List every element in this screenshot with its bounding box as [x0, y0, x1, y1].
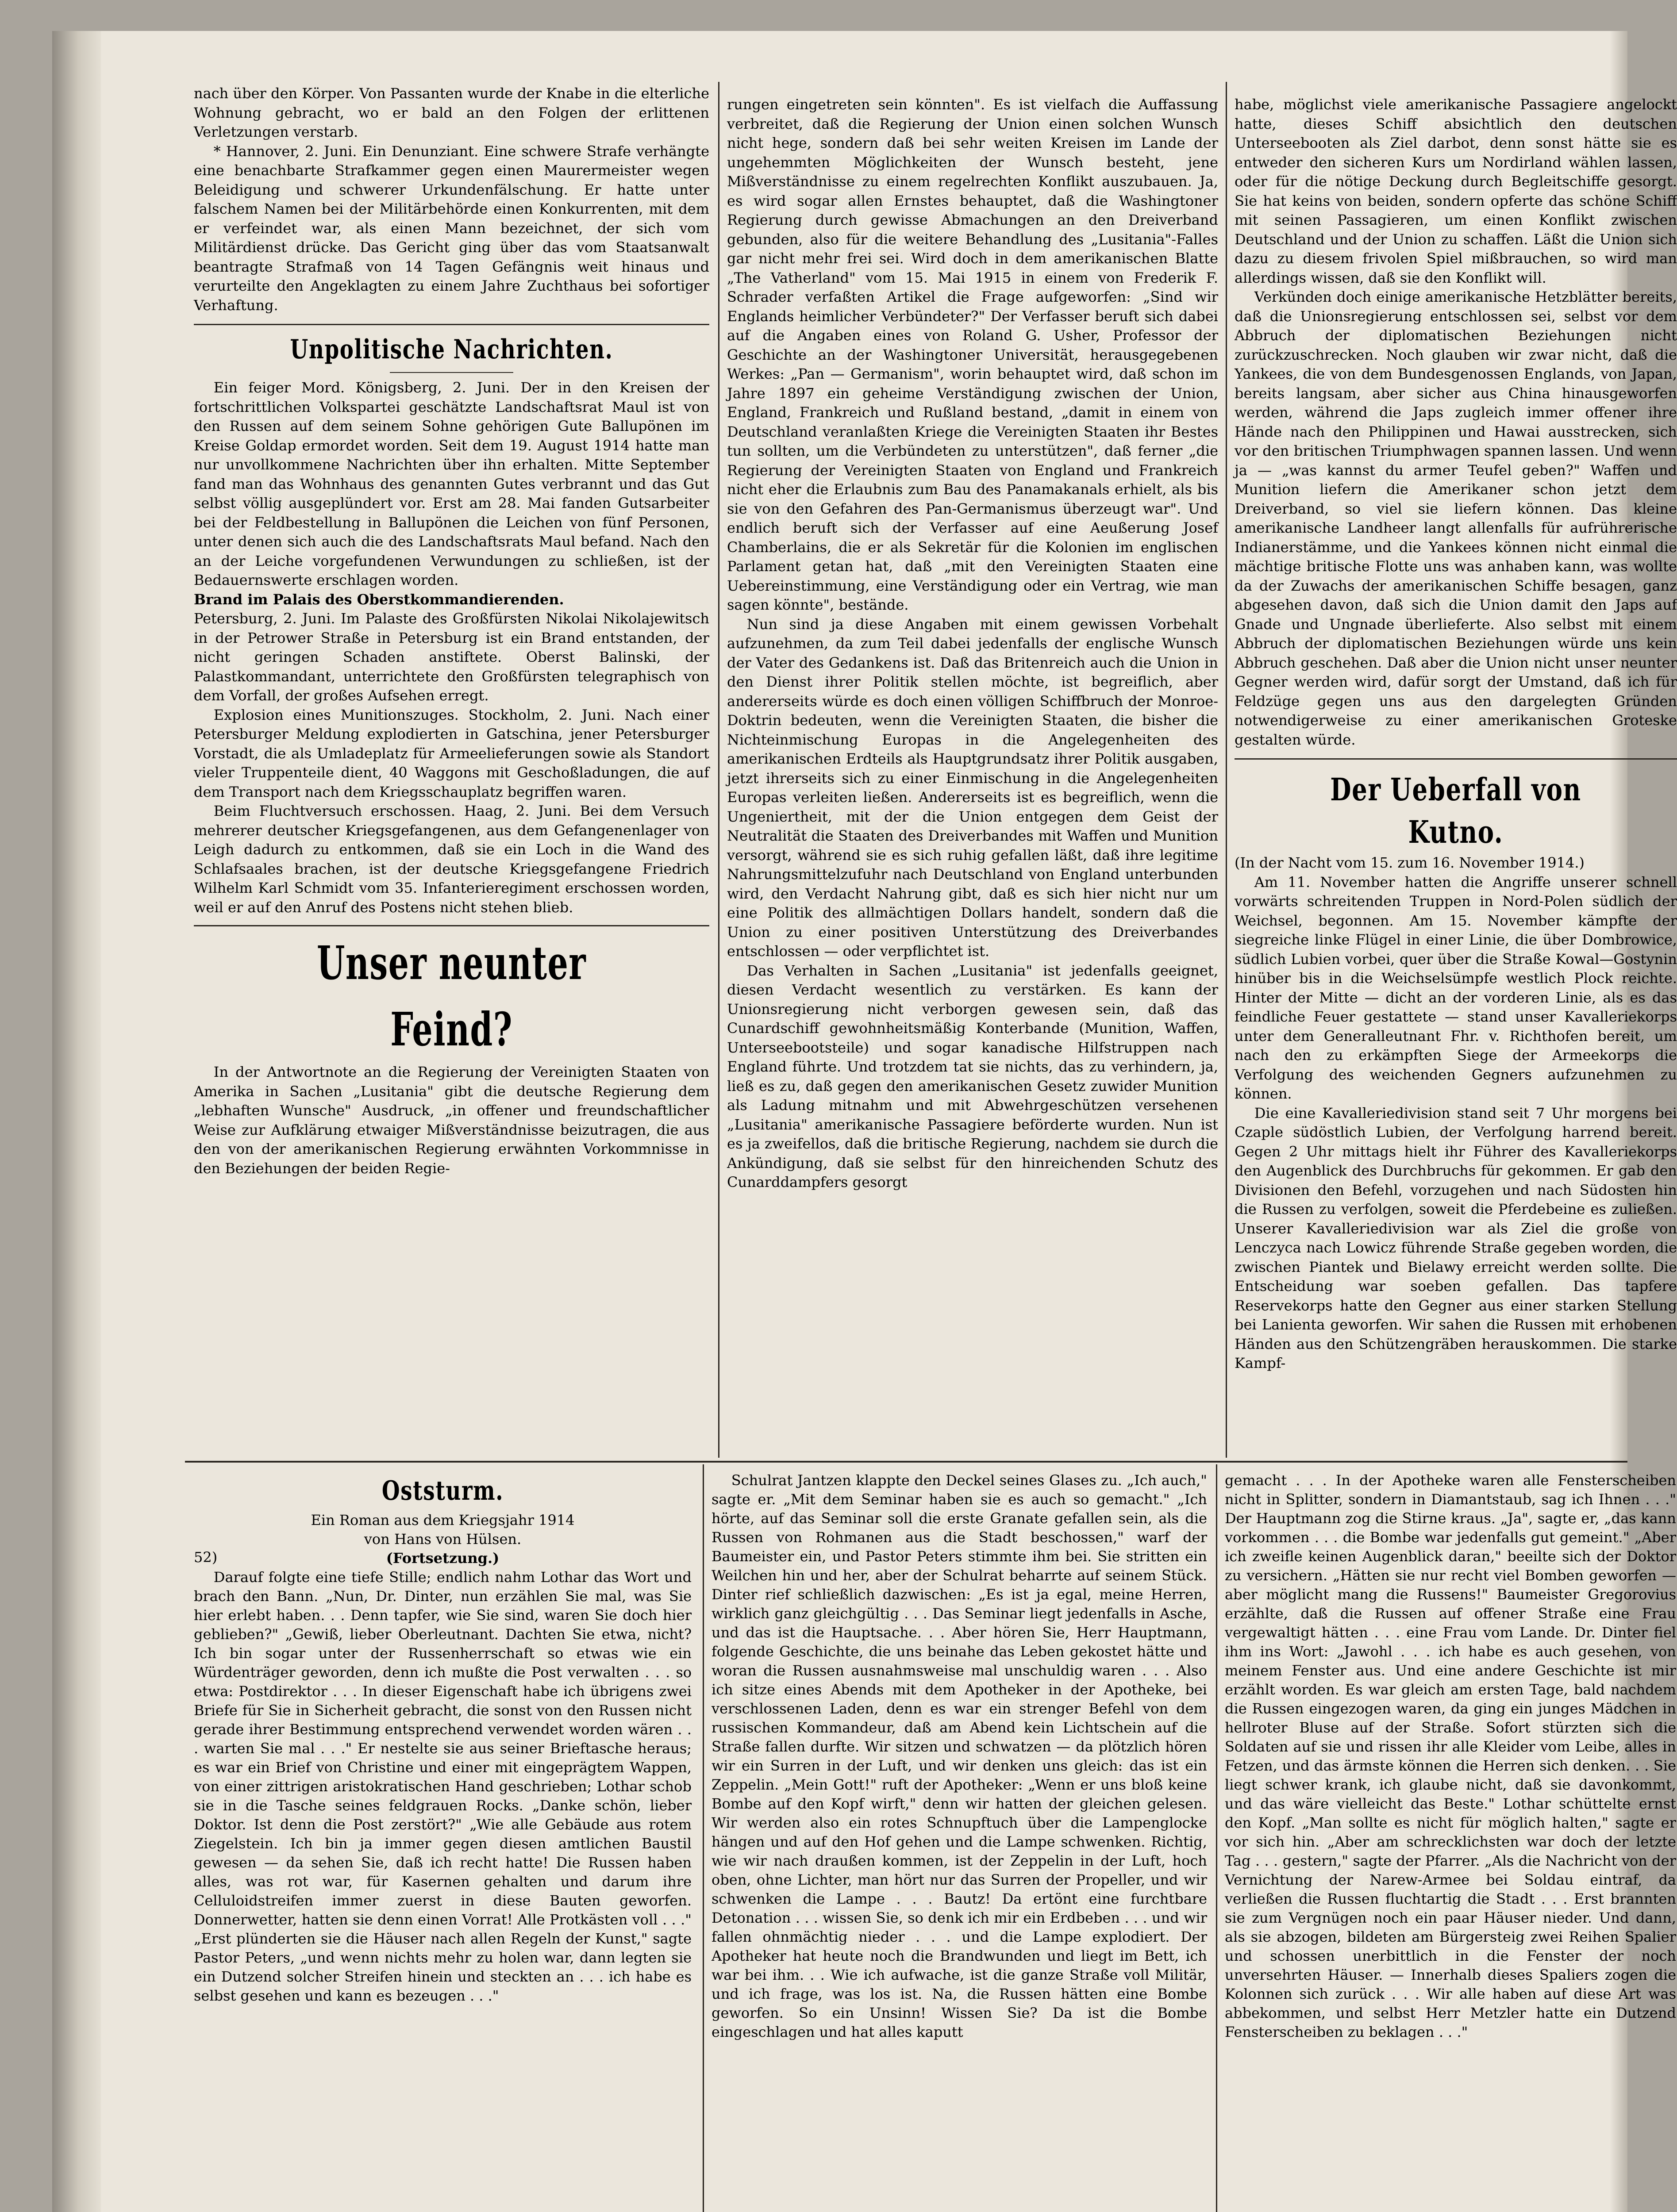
- article-subtitle: (In der Nacht vom 15. zum 16. November 1914.): [1235, 854, 1585, 871]
- paragraph: Darauf folgte eine tiefe Stille; endlich nahm Lothar das Wort und brach den Bann. „Nun, Dr. Dinter, nun erzählen Sie mal, was Sie hier erlebt haben. . . Denn tapfer, wie Sie sind, waren Sie doch hier geblieben?" „Gewiß, lieber Oberleutnant. Dachten Sie etwa, nicht? Ich bin sogar unter der Russenherrschaft so etwas wie ein Würdenträger geworden, denn ich mußte die Post verwalten . . . so etwa: Postdirektor . . . In dieser Eigenschaft habe ich übrigens zwei Briefe für Sie in Sicherheit gebracht, die sonst von den Russen nicht gerade ihrer Bestimmung entsprechend verwendet worden wären . . . warten Sie mal . . ." Er nestelte sie aus seiner Brieftasche heraus; es war ein Brief von Christine und einer mit eingeprägtem Wappen, von einer zittrigen aristokratischen Hand geschrieben; Lothar schob sie in die Tasche seines feldgrauen Rocks. „Danke schön, lieber Doktor. Ist denn die Post zerstört?" „Wie alle Gebäude aus rotem Ziegelstein. Ich bin ja immer gegen diesen amtlichen Baustil gewesen — da sehen Sie, daß ich recht hatte! Die Russen haben alles, was rot war, für Kasernen gehalten und darum ihre Celluloidstreifen immer zuerst in diese Bauten geworfen. Donnerwetter, hatten sie denn einen Vorrat! Alle Protkästen voll . . ." „Erst plünderten sie die Häuser nach allen Regeln der Kunst," sagte Pastor Peters, „und wenn nichts mehr zu holen war, dann legten sie ein Dutzend solcher Streifen hinein und steckten an . . . ich habe es selbst gesehen und kann es bezeugen . . .": [194, 1569, 692, 2004]
- paragraph: Schulrat Jantzen klappte den Deckel seines Glases zu. „Ich auch," sagte er. „Mit dem Seminar haben sie es auch so gemacht." „Ich hörte, auf das Seminar soll die erste Granate gefallen sein, als die Russen von Rohmanen aus die Stadt beschossen," warf der Baumeister ein, und Pastor Peters stimmte ihm bei. Sie stritten ein Weilchen hin und her, aber der Schulrat beharrte auf seinem Stück. Dinter rief schließlich dazwischen: „Es ist ja egal, meine Herren, wirklich ganz gleichgültig . . . Das Seminar liegt jedenfalls in Asche, und das ist die Hauptsache. . . Aber hören Sie, Herr Hauptmann, folgende Geschichte, die uns beinahe das Leben gekostet hätte und woran die Russen ausnahmsweise mal unschuldig waren . . . Also ich sitze eines Abends mit dem Apotheker in der Apotheke, bei verschlossenen Laden, denn es war ein strenger Befehl von dem russischen Kommandeur, daß am Abend kein Lichtschein auf die Straße fallen durfte. Wir sitzen und schwatzen — da plötzlich hören wir ein Surren in der Luft, und wir denken uns gleich: das ist ein Zeppelin. „Mein Gott!" ruft der Apotheker: „Wenn er uns bloß keine Bombe auf den Kopf wirft," denn wir hatten der gleichen gelesen. Wir werden also ein rotes Schnupftuch über die Lampenglocke hängen und auf den Hof gehen und die Lampe schwenken. Richtig, wie wir nach draußen kommen, ist der Zeppelin in der Luft, hoch oben, ohne Lichter, man hört nur das Surren der Propeller, und wir schwenken die Lampe . . . Bautz! Da ertönt eine furchtbare Detonation . . . wissen Sie, so denk ich mir ein Erdbeben . . . und wir fallen ohnmächtig nieder . . . und die Lampe explodiert. Der Apotheker hat heute noch die Brandwunden und liegt im Bett, ich war bei ihm. . . Wie ich aufwache, ist die ganze Straße voll Militär, und ich frage, was los ist. Na, die Russen hätten eine Bombe geworfen. So ein Unsinn! Wissen Sie? Da ist die Bombe eingeschlagen und hat alles kaputt: [712, 1472, 1207, 2040]
- column-rule: [1216, 1464, 1217, 2212]
- news-item: Ein feiger Mord. Königsberg, 2. Juni. Der in den Kreisen der fortschrittlichen Volkspartei geschätzte Landschaftsrat Maul ist von den Russen auf dem seinem Sohne gehörigen Gute Ballupönen im Kreise Goldap ermordet worden. Seit dem 19. August 1914 hatte man nur unvollkommene Nachrichten über ihn erhalten. Mitte September fand man das Wohnhaus des genannten Gutes verbrannt und das Gut selbst völlig ausgeplündert vor. Erst am 28. Mai fanden Gutsarbeiter bei der Feldbestellung in Ballupönen die Leichen von fünf Personen, unter denen sich auch die des Landschaftsrats Maul befand. Nach den an der Leiche vorgefundenen Verwundungen zu schließen, ist der Bedauernswerte erschlagen worden.: [194, 379, 709, 588]
- feuilleton-column-right: [1225, 1471, 1676, 2212]
- binding-fold: [52, 31, 101, 2212]
- feuilleton-heading: Oststurm.: [381, 1475, 504, 1506]
- column-rule: [718, 82, 719, 1458]
- feuilleton-column-left: [194, 1471, 692, 2212]
- divider: [390, 372, 514, 373]
- paragraph: rungen eingetreten sein könnten". Es ist vielfach die Auffassung verbreitet, daß die Regierung der Union einen solchen Wunsch nicht hege, sondern daß bei sehr weiten Kreisen im Lande der ungehemmten Möglichkeiten der Wunsch besteht, jene Mißverständnisse zu einem regelrechten Konflikt auszubauen. Ja, es wird sogar allen Ernstes behauptet, daß die Washingtoner Regierung durch gewisse Abmachungen an den Dreiverband gebunden, also für die weitere Behandlung des „Lusitania"-Falles gar nicht mehr frei sei. Wird doch in dem amerikanischen Blatte „The Vatherland" vom 15. Mai 1915 in einem von Frederik F. Schrader verfaßten Artikel die Frage aufgeworfen: „Sind wir Englands heimlicher Verbündeter?" Der Verfasser beruft sich dabei auf die Angaben eines von Roland G. Usher, Professor der Geschichte an der Washingtoner Universität, herausgegebenen Werkes: „Pan — Germanism", worin behauptet wird, daß schon im Jahre 1897 ein geheime Verständigung zwischen der Union, England, Frankreich und Rußland bestand, „damit in einem von Deutschland veranlaßten Kriege die Vereinigten Staaten ihr Bestes tun sollten, um die Verbündeten zu unterstützen", daß ferner „die Regierung der Vereinigten Staaten von England und Frankreich nicht eher die Erlaubnis zum Bau des Panamakanals erhielt, als bis sie von den Gefahren des Pan-Germanismus überzeugt war". Und endlich beruft sich der Verfasser auf eine Aeußerung Josef Chamberlains, die er als Sekretär für die Kolonien im englischen Parlament getan hat, daß „mit den Vereinigten Staaten eine Uebereinstimmung, eine Verständigung oder ein Vertrag, wie man sagen könnte", bestände.: [727, 96, 1218, 613]
- feuilleton-author: von Hans von Hülsen.: [364, 1531, 522, 1548]
- paragraph: Die eine Kavalleriedivision stand seit 7 Uhr morgens bei Czaple südöstlich Lubien, der Verfolgung harrend bereit. Gegen 2 Uhr mittags hielt ihr Führer des Kavalleriekorps den Augenblick des Durchbruchs für gekommen. Er gab den Divisionen den Befehl, vorzugehen und nach Südosten hin die Russen zu verfolgen, soweit die Pferdebeine es zuließen. Unserer Kavalleriedivision war als Ziel die große von Lenczyca nach Lowicz führende Straße gegeben worden, die zwischen Piantek und Bielawy erreicht werden sollte. Die Entscheidung war soeben gefallen. Das tapfere Reservekorps hatte den Gegner aus einer starken Stellung bei Lanienta geworfen. Wir sahen die Russen mit erhobenen Händen aus den Schützengräben herauskommen. Die starke Kampf-: [1235, 1104, 1677, 1371]
- divider: [194, 324, 709, 325]
- newspaper-page: [52, 31, 1677, 2212]
- feuilleton-column-mid: [712, 1471, 1207, 2212]
- column-rule: [1226, 82, 1227, 1458]
- paragraph: habe, möglichst viele amerikanische Passagiere angelockt hatte, dieses Schiff absichtlich den deutschen Unterseebooten als Ziel darbot, denn sonst hätte sie es entweder den sicheren Kurs um Nordirland wählen lassen, oder für die nötige Deckung durch Begleitschiffe gesorgt. Sie hat keins von beiden, sondern opferte das schöne Schiff mit seinen Passagieren, um einen Konflikt zwischen Deutschland und der Union zu schaffen. Läßt die Union sich dazu zu diesem frivolen Spiel mißbrauchen, so wird man allerdings wissen, daß sie den Konflikt will.: [1235, 96, 1677, 286]
- continuation-note: (Fortsetzung.): [386, 1550, 500, 1567]
- paragraph: gemacht . . . In der Apotheke waren alle Fensterscheiben nicht in Splitter, sondern in Diamantstaub, sag ich Ihnen . . ." Der Hauptmann zog die Stirne kraus. „Ja", sagte er, „das kann vorkommen . . . die Bombe war jedenfalls gut gemeint." „Aber ich zweifle keinen Augenblick daran," beeilte sich der Doktor zu versichern. „Hätten sie nur recht viel Bomben geworfen — aber möglicht mang die Russens!" Baumeister Gregorovius erzählte, daß die Russen auf offener Straße eine Frau vergewaltigt hätten . . . eine Frau vom Lande. Dr. Dinter fiel ihm ins Wort: „Jawohl . . . ich habe es auch gesehen, von meinem Fenster aus. Und eine andere Geschichte ist mir erzählt worden. Es war gleich am ersten Tage, bald nachdem die Russen eingezogen waren, da ging ein junges Mädchen in hellroter Bluse auf der Straße. Sofort stürzten sich die Soldaten auf sie und rissen ihr alle Kleider vom Leibe, alles in Fetzen, und das ärmste können die Herren sich denken. . . Sie liegt schwer krank, ich glaube nicht, daß sie davonkommt, und das wäre vielleicht das Beste." Lothar schüttelte ernst den Kopf. „Man sollte es nicht für möglich halten," sagte er vor sich hin. „Aber am schrecklichsten war doch der letzte Tag . . . gestern," sagte der Pfarrer. „Als die Nachricht von der Vernichtung der Narew-Armee bei Soldau eintraf, da verließen die Russen fluchtartig die Stadt . . . Erst brannten sie zum Vergnügen noch ein paar Häuser nieder. Und dann, als sie abzogen, bildeten am Bürgersteig zwei Reihen Spalier und schossen unerbittlich in die Fenster der noch unversehrten Häuser. — Innerhalb dieses Spaliers zogen die Kolonnen sich zurück . . . Wir alle haben auf diese Art was abbekommen, und selbst Herr Metzler hatte ein Dutzend Fensterscheiben zu beklagen . . .": [1225, 1472, 1676, 2040]
- paragraph: nach über den Körper. Von Passanten wurde der Knabe in die elterliche Wohnung gebracht, wo er bald an den Folgen der erlittenen Verletzungen verstarb.: [194, 85, 709, 140]
- paragraph: Verkünden doch einige amerikanische Hetzblätter bereits, daß die Unionsregierung entschlossen sei, selbst vor dem Abbruch der diplomatischen Beziehungen nicht zurückzuschrecken. Noch glauben wir zwar nicht, daß die Yankees, die von dem Bundesgenossen Englands, von Japan, bereits langsam, aber sicher aus China hinausgeworfen werden, während die Japs zugleich immer offener ihre Hände nach den Philippinen und Hawai ausstrecken, sich vor den britischen Triumphwagen spannen lassen. Und wenn ja — „was kannst du armer Teufel geben?" Waffen und Munition liefern die Amerikaner schon jetzt dem Dreiverband, so viel sie liefern können. Das kleine amerikanische Landheer langt allenfalls für aufrührerische Indianerstämme, und die Yankees können nicht einmal die mächtige britische Flotte uns was anhaben kann, was wollte da der Zuwachs der amerikanischen Schiffe besagen, ganz abgesehen davon, daß sich die Union damit den Japs auf Gnade und Ungnade überlieferte. Also selbst mit einem Abbruch der diplomatischen Beziehungen würde uns kein Abbruch geschehen. Daß aber die Union nicht unser neunter Gegner werden wird, dafür sorgt der Umstand, daß ich für Feldzüge gegen uns aus den dargelegten Gründen notwendigerweise zu einer amerikanischen Groteske gestalten würde.: [1235, 288, 1677, 748]
- paragraph: Am 11. November hatten die Angriffe unserer schnell vorwärts schreitenden Truppen in Nord-Polen südlich der Weichsel, begonnen. Am 15. November kämpfte der siegreiche linke Flügel in einer Linie, die über Dombrowice, südlich Lubien vorbei, quer über die Straße Kowal—Gostynin hinüber bis in die Weichselsümpfe westlich Plock reichte. Hinter der Mitte — dicht an der vorderen Linie, als es das feindliche Feuer gestattete — stand unser Kavalleriekorps unter dem Generalleutnant Fhr. v. Richthofen bereit, um nach den zu erkämpften Siege der Armeekorps die Verfolgung des weichenden Gegners aufzunehmen zu können.: [1235, 873, 1677, 1102]
- column-rule: [703, 1464, 704, 2212]
- news-title: Brand im Palais des Oberstkommandierenden.: [194, 591, 564, 608]
- divider: [1235, 758, 1677, 760]
- column-mid-top: [727, 95, 1218, 1458]
- column-left-top: [194, 84, 709, 1458]
- news-item: Petersburg, 2. Juni. Im Palaste des Großfürsten Nikolai Nikolajewitsch in der Petrower Straße in Petersburg ist ein Brand entstanden, der nicht geringen Schaden anstiftete. Oberst Balinski, der Palastkommandant, unterrichtete den Großfürsten telegraphisch von dem Vorfall, der großes Aufsehen erregt.: [194, 610, 709, 704]
- paragraph: Das Verhalten in Sachen „Lusitania" ist jedenfalls geeignet, diesen Verdacht wesentlich zu verstärken. Es kann der Unionsregierung nicht verborgen gewesen sein, daß das Cunardschiff gewohnheitsmäßig Konterbande (Munition, Waffen, Unterseebootsteile) und sogar kanadische Hilfstruppen nach England führte. Und trotzdem tat sie nichts, das zu verhindern, ja, ließ es zu, daß gegen den amerikanischen Gesetz zuwider Munition als Ladung mitnahm und mit Abwehrgeschützen versehenen „Lusitania" amerikanische Passagiere beförderte wurden. Nun ist es ja zweifellos, daß die britische Regierung, nachdem sie durch die Ankündigung, daß sie selbst für den hinreichenden Schutz des Cunarddampfers gesorgt: [727, 962, 1218, 1190]
- feuilleton-subtitle: Ein Roman aus dem Kriegsjahr 1914: [311, 1512, 575, 1528]
- news-item: Beim Fluchtversuch erschossen. Haag, 2. Juni. Bei dem Versuch mehrerer deutscher Kriegsgefangenen, aus dem Gefangenenlager von Leigh dadurch zu entkommen, daß sie ein Loch in die Wand des Schlafsaales brachen, ist der deutsche Kriegsgefangene Friedrich Wilhelm Karl Schmidt vom 35. Infanterieregiment erschossen worden, weil er auf den Anruf des Postens nicht stehen blieb.: [194, 803, 709, 916]
- column-right-top: [1235, 95, 1677, 1458]
- divider: [194, 925, 709, 926]
- section-heading: Unpolitische Nachrichten.: [290, 334, 613, 365]
- paragraph: In der Antwortnote an die Regierung der Vereinigten Staaten von Amerika in Sachen „Lusitania" gibt die deutsche Regierung dem „lebhaften Wunsche" Ausdruck, „in offener und freundschaftlicher Weise zur Aufklärung etwaiger Mißverständnisse beizutragen, die aus den von der amerikanischen Regierung erwähnten Vorkommnisse in den Beziehungen der beiden Regie-: [194, 1064, 709, 1177]
- paragraph: Nun sind ja diese Angaben mit einem gewissen Vorbehalt aufzunehmen, da zum Teil dabei jedenfalls der englische Wunsch der Vater des Gedankens ist. Daß das Britenreich auch die Union in den Dienst ihrer Politik stellen möchte, ist begreiflich, aber andererseits würde es doch einen völligen Schiffbruch der Monroe-Doktrin bedeuten, wenn die Vereinigten Staaten, die bisher die Nichteinmischung Europas in die Angelegenheiten des amerikanischen Erdteils als Hauptgrundsatz ihrer Politik ausgaben, jetzt ihrerseits sich zu einer Einmischung in die Angelegenheiten Europas verleiten ließen. Andererseits ist es begreiflich, wenn die Ungeniertheit, mit der die Union entgegen dem Geist der Neutralität die Staaten des Dreiverbandes mit Waffen und Munition versorgt, während sie es sich ruhig gefallen läßt, daß ihre legitime Nahrungsmittelzufuhr nach Deutschland von England unterbunden wird, den Verdacht Nahrung gibt, daß es sich hier nicht nur um eine Politik des allmächtigen Dollars handelt, sondern daß die Union zu einer positiven Unterstützung des Dreiverbandes entschlossen — oder verpflichtet ist.: [727, 615, 1218, 960]
- feuilleton-rule: [185, 1461, 1627, 1463]
- paragraph: * Hannover, 2. Juni. Ein Denunziant. Eine schwere Strafe verhängte eine benachbarte Strafkammer gegen einen Maurermeister wegen Beleidigung und schwerer Urkundenfälschung. Er hatte unter falschem Namen bei der Militärbehörde einen Konkurrenten, mit dem er verfeindet war, als einen Mann bezeichnet, der sich vom Militärdienst drücke. Das Gericht ging über das vom Staatsanwalt beantragte Strafmaß von 14 Tagen Gefängnis weit hinaus und verurteilte den Angeklagten zu einem Jahre Zuchthaus bei sofortiger Verhaftung.: [194, 142, 709, 314]
- article-heading: Der Ueberfall von Kutno.: [1330, 771, 1581, 850]
- article-heading: Unser neunter Feind?: [316, 936, 587, 1056]
- news-item: Explosion eines Munitionszuges. Stockholm, 2. Juni. Nach einer Petersburger Meldung explodierten in Gatschina, jener Petersburger Vorstadt, die als Umladeplatz für Armeelieferungen sowie als Standort vieler Truppenteile dient, 40 Waggons mit Geschoßladungen, die auf dem Transport nach dem Kriegsschauplatz begriffen waren.: [194, 706, 709, 800]
- installment-number: 52): [194, 1549, 218, 1566]
